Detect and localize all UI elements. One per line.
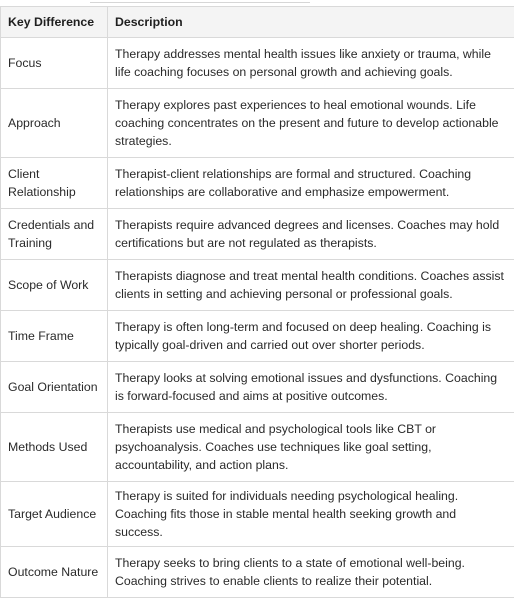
- row-key-cell: Methods Used: [1, 413, 108, 482]
- row-key-cell: Client Relationship: [1, 158, 108, 209]
- column-header-key-difference: Key Difference: [1, 7, 108, 38]
- table-row: [1, 260, 514, 311]
- table-row: [1, 362, 514, 413]
- row-key-cell: Scope of Work: [1, 260, 108, 311]
- row-description-cell: Therapy looks at solving emotional issues and dysfunctions. Coaching is forward-focused and aims at positive outcomes.: [108, 362, 514, 413]
- row-key-cell: Goal Orientation: [1, 362, 108, 413]
- row-description-cell: Therapy is suited for individuals needing psychological healing. Coaching fits those in stable mental health seeking growth and success.: [108, 482, 514, 547]
- row-description-cell: Therapy addresses mental health issues like anxiety or trauma, while life coaching focuses on personal growth and achieving goals.: [108, 38, 514, 89]
- column-header-description: Description: [108, 7, 514, 38]
- table-row: [1, 482, 514, 547]
- table-row: [1, 311, 514, 362]
- row-key-cell: Time Frame: [1, 311, 108, 362]
- row-description-cell: Therapists diagnose and treat mental health conditions. Coaches assist clients in setting and achieving personal or professional goals.: [108, 260, 514, 311]
- row-key-cell: Outcome Nature: [1, 547, 108, 598]
- table-row: [1, 209, 514, 260]
- table-row: [1, 413, 514, 482]
- row-key-cell: Approach: [1, 89, 108, 158]
- table-header-row: [1, 7, 514, 38]
- row-description-cell: Therapist-client relationships are formal and structured. Coaching relationships are collaborative and emphasize empowerment.: [108, 158, 514, 209]
- row-description-cell: Therapy is often long-term and focused on deep healing. Coaching is typically goal-driven and carried out over shorter periods.: [108, 311, 514, 362]
- row-description-cell: Therapists use medical and psychological tools like CBT or psychoanalysis. Coaches use techniques like goal setting, accountability, and action plans.: [108, 413, 514, 482]
- row-key-cell: Target Audience: [1, 482, 108, 547]
- row-key-cell: Focus: [1, 38, 108, 89]
- table-row: [1, 158, 514, 209]
- row-description-cell: Therapy seeks to bring clients to a state of emotional well-being. Coaching strives to enable clients to realize their potential.: [108, 547, 514, 598]
- row-description-cell: Therapy explores past experiences to heal emotional wounds. Life coaching concentrates on the present and future to develop actionable strategies.: [108, 89, 514, 158]
- comparison-table: [0, 6, 514, 598]
- row-description-cell: Therapists require advanced degrees and licenses. Coaches may hold certifications but are not regulated as therapists.: [108, 209, 514, 260]
- table-row: [1, 547, 514, 598]
- table-row: [1, 38, 514, 89]
- table-row: [1, 89, 514, 158]
- row-key-cell: Credentials and Training: [1, 209, 108, 260]
